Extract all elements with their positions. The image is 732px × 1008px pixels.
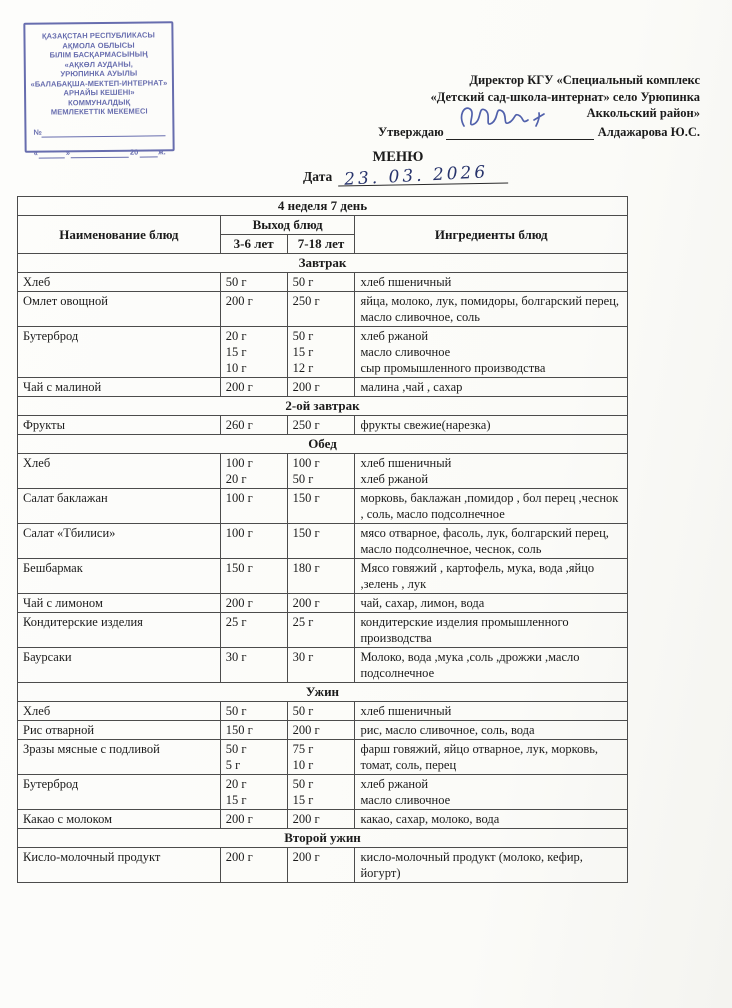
section-header-row [18, 829, 628, 848]
portion-7-18-cell-text: 200 г [292, 723, 320, 737]
portion-3-6-cell [220, 559, 287, 594]
portion-7-18-cell [287, 378, 355, 397]
stamp-line: УРЮПИНКА АУЫЛЫ [60, 68, 138, 79]
portion-7-18-cell-text: 200 г [292, 812, 320, 826]
stamp-year-blank [139, 147, 157, 157]
meal-section-header: Ужин [18, 683, 628, 702]
portion-3-6-cell [220, 721, 287, 740]
dish-cell-text: Хлеб [23, 704, 51, 718]
dish-cell-text: Омлет овощной [23, 294, 108, 308]
portion-7-18-cell [287, 702, 355, 721]
portion-3-6-cell [220, 489, 287, 524]
stamp-line: ҚАЗАҚСТАН РЕСПУБЛИКАСЫ [41, 30, 156, 41]
dish-cell [18, 721, 221, 740]
portion-3-6-cell [220, 848, 287, 883]
dish-cell-text: Баурсаки [23, 650, 72, 664]
portion-7-18-cell-text: 15 г [292, 345, 314, 359]
ingredients-cell-text: Молоко, вода ,мука ,соль ,дрожжи ,масло подсолнечное [360, 650, 580, 680]
portion-3-6-cell-text: 150 г [225, 723, 253, 737]
portion-7-18-cell [287, 848, 355, 883]
approve-line [340, 124, 700, 141]
dish-cell-text: Салат «Тбилиси» [23, 526, 116, 540]
dish-cell [18, 775, 221, 810]
dish-cell [18, 489, 221, 524]
ingredients-cell-text: Мясо говяжий , картофель, мука, вода ,яйцо ,зелень , лук [360, 561, 595, 591]
menu-row [18, 273, 628, 292]
portion-3-6-cell-text: 5 г [225, 758, 241, 772]
portion-7-18-cell-text: 200 г [292, 850, 320, 864]
portion-3-6-cell [220, 702, 287, 721]
dish-cell [18, 740, 221, 775]
dish-cell [18, 273, 221, 292]
col-header-output: Выход блюд [220, 216, 355, 235]
portion-3-6-cell-text: 30 г [225, 650, 247, 664]
meal-section-header: 2-ой завтрак [18, 397, 628, 416]
ingredients-cell-text: масло сливочное [360, 345, 451, 359]
portion-3-6-cell-text: 200 г [225, 596, 253, 610]
stamp-line: «АҚКӨЛ АУДАНЫ, [64, 59, 133, 69]
portion-3-6-cell-text: 50 г [225, 742, 247, 756]
portion-3-6-cell-text: 100 г [225, 491, 253, 505]
stamp-date-line [31, 147, 169, 158]
ingredients-cell-text: масло сливочное [360, 793, 451, 807]
stamp-number-blank [42, 126, 166, 137]
portion-7-18-cell-text: 10 г [292, 758, 314, 772]
ingredients-cell [355, 327, 628, 378]
dish-cell-text: Кисло-молочный продукт [23, 850, 161, 864]
menu-row [18, 740, 628, 775]
week-day-row [18, 197, 628, 216]
dish-cell-text: Бутерброд [23, 777, 79, 791]
stamp-line: КОММУНАЛДЫҚ [68, 97, 131, 107]
ingredients-cell-text: хлеб ржаной [360, 777, 429, 791]
dish-cell [18, 810, 221, 829]
dish-cell [18, 454, 221, 489]
menu-table [17, 196, 628, 883]
handwritten-date: 23. 03. 2026 [343, 162, 489, 190]
portion-7-18-cell-text: 150 г [292, 526, 320, 540]
portion-3-6-cell [220, 273, 287, 292]
portion-3-6-cell-text: 20 г [225, 329, 247, 343]
portion-7-18-cell-text: 200 г [292, 380, 320, 394]
portion-3-6-cell-text: 200 г [225, 294, 253, 308]
portion-7-18-cell [287, 524, 355, 559]
approval-line-3: Аккольский район» [586, 106, 700, 120]
portion-7-18-cell [287, 489, 355, 524]
portion-3-6-cell-text: 15 г [225, 793, 247, 807]
section-header-row [18, 397, 628, 416]
portion-7-18-cell-text: 15 г [292, 793, 314, 807]
col-header-age-3-6: 3-6 лет [220, 235, 287, 254]
dish-cell [18, 648, 221, 683]
ingredients-cell-text: мясо отварное, фасоль, лук, болгарский перец, масло подсолнечное, чеснок, соль [360, 526, 609, 556]
portion-3-6-cell [220, 416, 287, 435]
portion-7-18-cell-text: 250 г [292, 294, 320, 308]
signature-ink [454, 100, 550, 136]
stamp-line: АҚМОЛА ОБЛЫСЫ [62, 40, 135, 50]
col-header-age-7-18: 7-18 лет [287, 235, 355, 254]
approval-line-1: Директор КГУ «Специальный комплекс [469, 73, 700, 87]
portion-3-6-cell [220, 378, 287, 397]
portion-7-18-cell [287, 327, 355, 378]
stamp-month-blank [71, 147, 129, 158]
portion-7-18-cell [287, 594, 355, 613]
portion-3-6-cell-text: 15 г [225, 345, 247, 359]
portion-7-18-cell-text: 250 г [292, 418, 320, 432]
ingredients-cell [355, 848, 628, 883]
dish-cell-text: Хлеб [23, 275, 51, 289]
portion-7-18-cell [287, 721, 355, 740]
portion-3-6-cell-text: 20 г [225, 472, 247, 486]
portion-3-6-cell-text: 200 г [225, 850, 253, 864]
menu-row [18, 721, 628, 740]
dish-cell [18, 327, 221, 378]
portion-7-18-cell-text: 50 г [292, 704, 314, 718]
portion-3-6-cell-text: 10 г [225, 361, 247, 375]
dish-cell [18, 559, 221, 594]
dish-cell-text: Чай с лимоном [23, 596, 103, 610]
portion-3-6-cell-text: 150 г [225, 561, 253, 575]
approve-label: Утверждаю [377, 124, 444, 139]
meal-section-header: Второй ужин [18, 829, 628, 848]
ingredients-cell [355, 810, 628, 829]
dish-cell-text: Какао с молоком [23, 812, 113, 826]
menu-row [18, 489, 628, 524]
menu-row [18, 613, 628, 648]
portion-7-18-cell-text: 180 г [292, 561, 320, 575]
portion-7-18-cell-text: 50 г [292, 472, 314, 486]
portion-3-6-cell [220, 524, 287, 559]
portion-3-6-cell [220, 775, 287, 810]
ingredients-cell [355, 454, 628, 489]
ingredients-cell-text: морковь, баклажан ,помидор , бол перец ,чеснок , соль, масло подсолнечное [360, 491, 619, 521]
portion-3-6-cell-text: 50 г [225, 275, 247, 289]
portion-3-6-cell-text: 20 г [225, 777, 247, 791]
dish-cell-text: Бешбармак [23, 561, 83, 575]
ingredients-cell [355, 648, 628, 683]
dish-cell-text: Кондитерские изделия [23, 615, 143, 629]
ingredients-cell-text: яйца, молоко, лук, помидоры, болгарский перец, масло сливочное, соль [360, 294, 620, 324]
meal-section-header: Обед [18, 435, 628, 454]
portion-3-6-cell [220, 648, 287, 683]
section-header-row [18, 254, 628, 273]
ingredients-cell-text: чай, сахар, лимон, вода [360, 596, 485, 610]
dish-cell [18, 613, 221, 648]
date-underline [338, 162, 508, 190]
menu-row [18, 559, 628, 594]
portion-7-18-cell [287, 775, 355, 810]
dish-cell-text: Фрукты [23, 418, 65, 432]
ingredients-cell [355, 292, 628, 327]
portion-7-18-cell-text: 50 г [292, 275, 314, 289]
approver-name: Алдажарова Ю.С. [597, 124, 700, 139]
col-header-dish: Наименование блюд [18, 216, 221, 254]
ingredients-cell-text: какао, сахар, молоко, вода [360, 812, 500, 826]
dish-cell-text: Бутерброд [23, 329, 79, 343]
week-day-header: 4 неделя 7 день [18, 197, 628, 216]
portion-7-18-cell-text: 30 г [292, 650, 314, 664]
ingredients-cell-text: хлеб пшеничный [360, 456, 452, 470]
ingredients-cell [355, 594, 628, 613]
ingredients-cell-text: фрукты свежие(нарезка) [360, 418, 491, 432]
portion-3-6-cell-text: 200 г [225, 812, 253, 826]
portion-3-6-cell-text: 50 г [225, 704, 247, 718]
menu-row [18, 648, 628, 683]
dish-cell [18, 848, 221, 883]
menu-row [18, 378, 628, 397]
menu-row [18, 848, 628, 883]
portion-7-18-cell [287, 273, 355, 292]
portion-7-18-cell [287, 292, 355, 327]
portion-7-18-cell-text: 75 г [292, 742, 314, 756]
dish-cell-text: Рис отварной [23, 723, 95, 737]
menu-row [18, 454, 628, 489]
ingredients-cell-text: рис, масло сливочное, соль, вода [360, 723, 535, 737]
stamp-number-label: № [33, 127, 42, 137]
approval-line-2: «Детский сад-школа-интернат» село Урюпинка [430, 89, 700, 104]
stamp-line: МЕМЛЕКЕТТІК МЕКЕМЕСІ [50, 106, 148, 117]
date-line [303, 162, 508, 190]
ingredients-cell [355, 775, 628, 810]
ingredients-cell [355, 489, 628, 524]
portion-7-18-cell-text: 50 г [292, 777, 314, 791]
ingredients-cell [355, 416, 628, 435]
stamp-quote-open: « [33, 148, 38, 158]
ingredients-cell-text: малина ,чай , сахар [360, 380, 463, 394]
stamp-number-line [30, 126, 168, 137]
stamp-line: БІЛІМ БАСҚАРМАСЫНЫҢ [49, 49, 148, 60]
ingredients-cell [355, 524, 628, 559]
portion-3-6-cell-text: 25 г [225, 615, 247, 629]
portion-3-6-cell [220, 594, 287, 613]
portion-7-18-cell-text: 100 г [292, 456, 320, 470]
meal-section-header: Завтрак [18, 254, 628, 273]
stamp-line: «БАЛАБАҚША-МЕКТЕП-ИНТЕРНАТ» [30, 77, 168, 89]
dish-cell-text: Салат баклажан [23, 491, 108, 505]
ingredients-cell-text: кисло-молочный продукт (молоко, кефир, йогурт) [360, 850, 583, 880]
dish-cell-text: Хлеб [23, 456, 51, 470]
ingredients-cell [355, 378, 628, 397]
portion-3-6-cell [220, 810, 287, 829]
ingredients-cell [355, 273, 628, 292]
ingredients-cell-text: сыр промышленного производства [360, 361, 546, 375]
ingredients-cell-text: хлеб ржаной [360, 472, 429, 486]
date-label: Дата [303, 169, 333, 184]
page-title: МЕНЮ [372, 149, 424, 165]
menu-row [18, 775, 628, 810]
portion-3-6-cell-text: 100 г [225, 456, 253, 470]
dish-cell-text: Зразы мясные с подливой [23, 742, 160, 756]
portion-3-6-cell-text: 260 г [225, 418, 253, 432]
menu-row [18, 702, 628, 721]
ingredients-cell [355, 613, 628, 648]
portion-7-18-cell [287, 559, 355, 594]
portion-3-6-cell-text: 100 г [225, 526, 253, 540]
stamp-text-lines [29, 30, 168, 117]
stamp-day-blank [39, 148, 65, 158]
section-header-row [18, 683, 628, 702]
ingredients-cell [355, 702, 628, 721]
portion-7-18-cell-text: 12 г [292, 361, 314, 375]
portion-7-18-cell [287, 454, 355, 489]
portion-7-18-cell-text: 25 г [292, 615, 314, 629]
stamp-quote-close: » [65, 148, 71, 158]
portion-7-18-cell-text: 200 г [292, 596, 320, 610]
ingredients-cell-text: кондитерские изделия промышленного производства [360, 615, 569, 645]
menu-row [18, 594, 628, 613]
menu-row [18, 416, 628, 435]
stamp-line: АРНАЙЫ КЕШЕНІ» [63, 87, 135, 98]
dish-cell [18, 524, 221, 559]
approval-block [340, 72, 700, 140]
portion-3-6-cell [220, 613, 287, 648]
menu-row [18, 524, 628, 559]
portion-7-18-cell [287, 648, 355, 683]
col-header-ingredients: Ингредиенты блюд [355, 216, 628, 254]
portion-3-6-cell [220, 740, 287, 775]
portion-3-6-cell [220, 292, 287, 327]
portion-3-6-cell-text: 200 г [225, 380, 253, 394]
column-header-row [18, 216, 628, 235]
dish-cell [18, 416, 221, 435]
menu-row [18, 292, 628, 327]
dish-cell-text: Чай с малиной [23, 380, 102, 394]
ingredients-cell [355, 559, 628, 594]
portion-3-6-cell [220, 454, 287, 489]
portion-7-18-cell [287, 740, 355, 775]
section-header-row [18, 435, 628, 454]
stamp-year-suffix: ж. [158, 147, 166, 157]
dish-cell [18, 292, 221, 327]
ingredients-cell-text: хлеб пшеничный [360, 275, 452, 289]
institution-stamp [23, 21, 174, 158]
portion-7-18-cell-text: 150 г [292, 491, 320, 505]
dish-cell [18, 702, 221, 721]
ingredients-cell [355, 740, 628, 775]
ingredients-cell-text: хлеб пшеничный [360, 704, 452, 718]
dish-cell [18, 594, 221, 613]
menu-row [18, 327, 628, 378]
portion-7-18-cell [287, 416, 355, 435]
menu-row [18, 810, 628, 829]
portion-7-18-cell [287, 810, 355, 829]
ingredients-cell-text: хлеб ржаной [360, 329, 429, 343]
portion-7-18-cell-text: 50 г [292, 329, 314, 343]
portion-7-18-cell [287, 613, 355, 648]
portion-3-6-cell [220, 327, 287, 378]
ingredients-cell [355, 721, 628, 740]
stamp-year-prefix: 20 [129, 147, 139, 157]
dish-cell [18, 378, 221, 397]
ingredients-cell-text: фарш говяжий, яйцо отварное, лук, морковь, томат, соль, перец [360, 742, 599, 772]
